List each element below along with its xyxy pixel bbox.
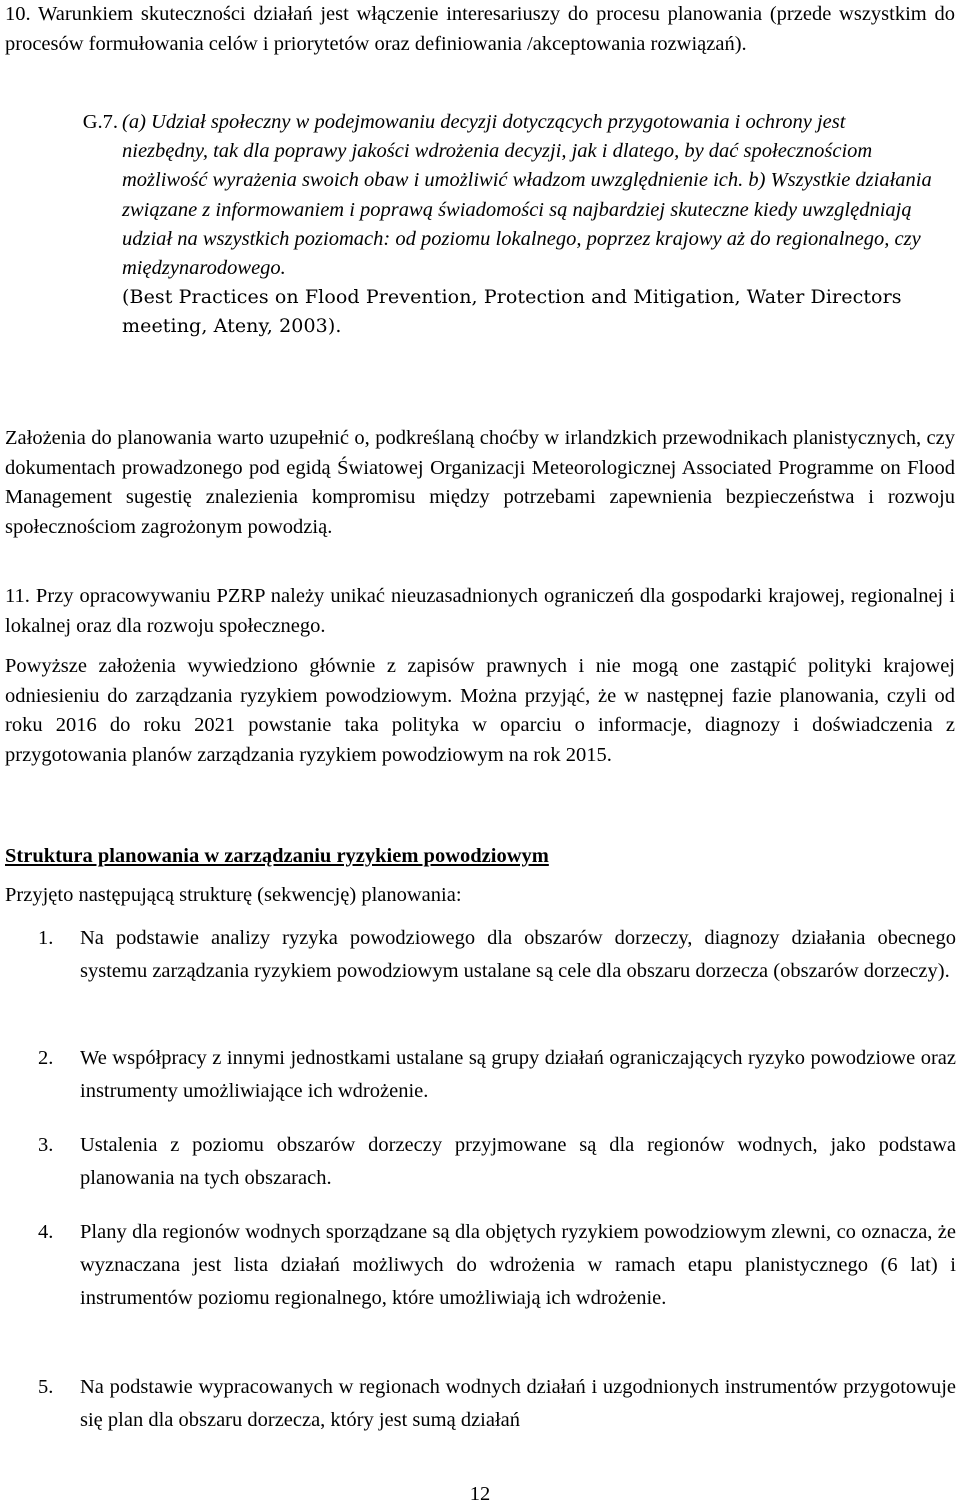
list-item-number: 5. <box>38 1376 54 1398</box>
list-item-text: We współpracy z innymi jednostkami ustalane są grupy działań ograniczających ryzyko powodziowe oraz instrumenty umożliwiające ich wdrożenie. <box>80 1047 956 1102</box>
quote-block <box>82 108 934 342</box>
paragraph-zalozenia: Założenia do planowania warto uzupełnić o, podkreślaną choćby w irlandzkich przewodnikach planistycznych, czy dokumentach prowadzonego pod egidą Światowej Organizacji Meteorologicznej Associated Programme on Flood Management sugestię znalezienia kompromisu między potrzebami zapewnienia bezpieczeństwa i rozwoju społecznościom zagrożonym powodzią. <box>5 427 955 538</box>
section-heading: Struktura planowania w zarządzaniu ryzykiem powodziowym <box>5 845 549 867</box>
list-item-text: Na podstawie analizy ryzyka powodziowego dla obszarów dorzeczy, diagnozy działania obecnego systemu zarządzania ryzykiem powodziowym ustalane są cele dla obszaru dorzecza (obszarów dorzeczy). <box>80 927 956 982</box>
list-item-text: Ustalenia z poziomu obszarów dorzeczy przyjmowane są dla regionów wodnych, jako podstawa planowania na tych obszarach. <box>80 1134 956 1189</box>
list-item-number: 4. <box>38 1221 54 1243</box>
quote-part-a: (a) Udział społeczny w podejmowaniu decyzji dotyczących przygotowania i ochrony jest niezbędny, tak dla poprawy jakości wdrożenia decyzji, jak i dlatego, by dać społecznościom możliwość wyrażenia swoich obaw i umożliwić władzom uwzględnienie ich. <box>122 111 873 192</box>
list-item-number: 3. <box>38 1134 54 1156</box>
paragraph-10: 10. Warunkiem skuteczności działań jest włączenie interesariuszy do procesu planowania (przede wszystkim do procesów formułowania celów i priorytetów oraz definiowania /akceptowania rozwiązań). <box>5 3 955 55</box>
paragraph-powyzsze: Powyższe założenia wywiedziono głównie z zapisów prawnych i nie mogą one zastąpić polityki krajowej odniesieniu do zarządzania ryzykiem powodziowym. Można przyjąć, że w następnej fazie planowania, czyli od roku 2016 do roku 2021 powstanie taka polityka w oparciu o informacje, diagnozy i doświadczenia z przygotowania planów zarządzania ryzykiem powodziowym na rok 2015. <box>5 655 955 766</box>
paragraph-11: 11. Przy opracowywaniu PZRP należy unikać nieuzasadnionych ograniczeń dla gospodarki krajowej, regionalnej i lokalnej oraz dla rozwoju społecznego. <box>5 585 955 637</box>
quote-source: (Best Practices on Flood Prevention, Protection and Mitigation, Water Directors meeting, Ateny, 2003). <box>122 286 902 338</box>
page-number: 12 <box>469 1483 491 1505</box>
quote-label: G.7. <box>82 111 118 133</box>
list-item-text: Na podstawie wypracowanych w regionach wodnych działań i uzgodnionych instrumentów przygotowuje się plan dla obszaru dorzecza, który jest sumą działań <box>80 1376 956 1431</box>
quote-part-b: b) Wszystkie działania związane z informowaniem i poprawą świadomości są najbardziej skuteczne kiedy uwzględniają udział na wszystkich poziomach: od poziomu lokalnego, poprzez krajowy aż do regionalnego, czy międzynarodowego. <box>122 169 932 280</box>
section-intro: Przyjęto następującą strukturę (sekwencję) planowania: <box>5 884 462 906</box>
list-item-number: 2. <box>38 1047 54 1069</box>
list-item-number: 1. <box>38 927 54 949</box>
list-item-text: Plany dla regionów wodnych sporządzane są dla objętych ryzykiem powodziowym zlewni, co oznacza, że wyznaczana jest lista działań możliwych do wdrożenia w ramach etapu planistycznego (6 lat) i instrumentów poziomu regionalnego, które umożliwiają ich wdrożenie. <box>80 1221 956 1309</box>
